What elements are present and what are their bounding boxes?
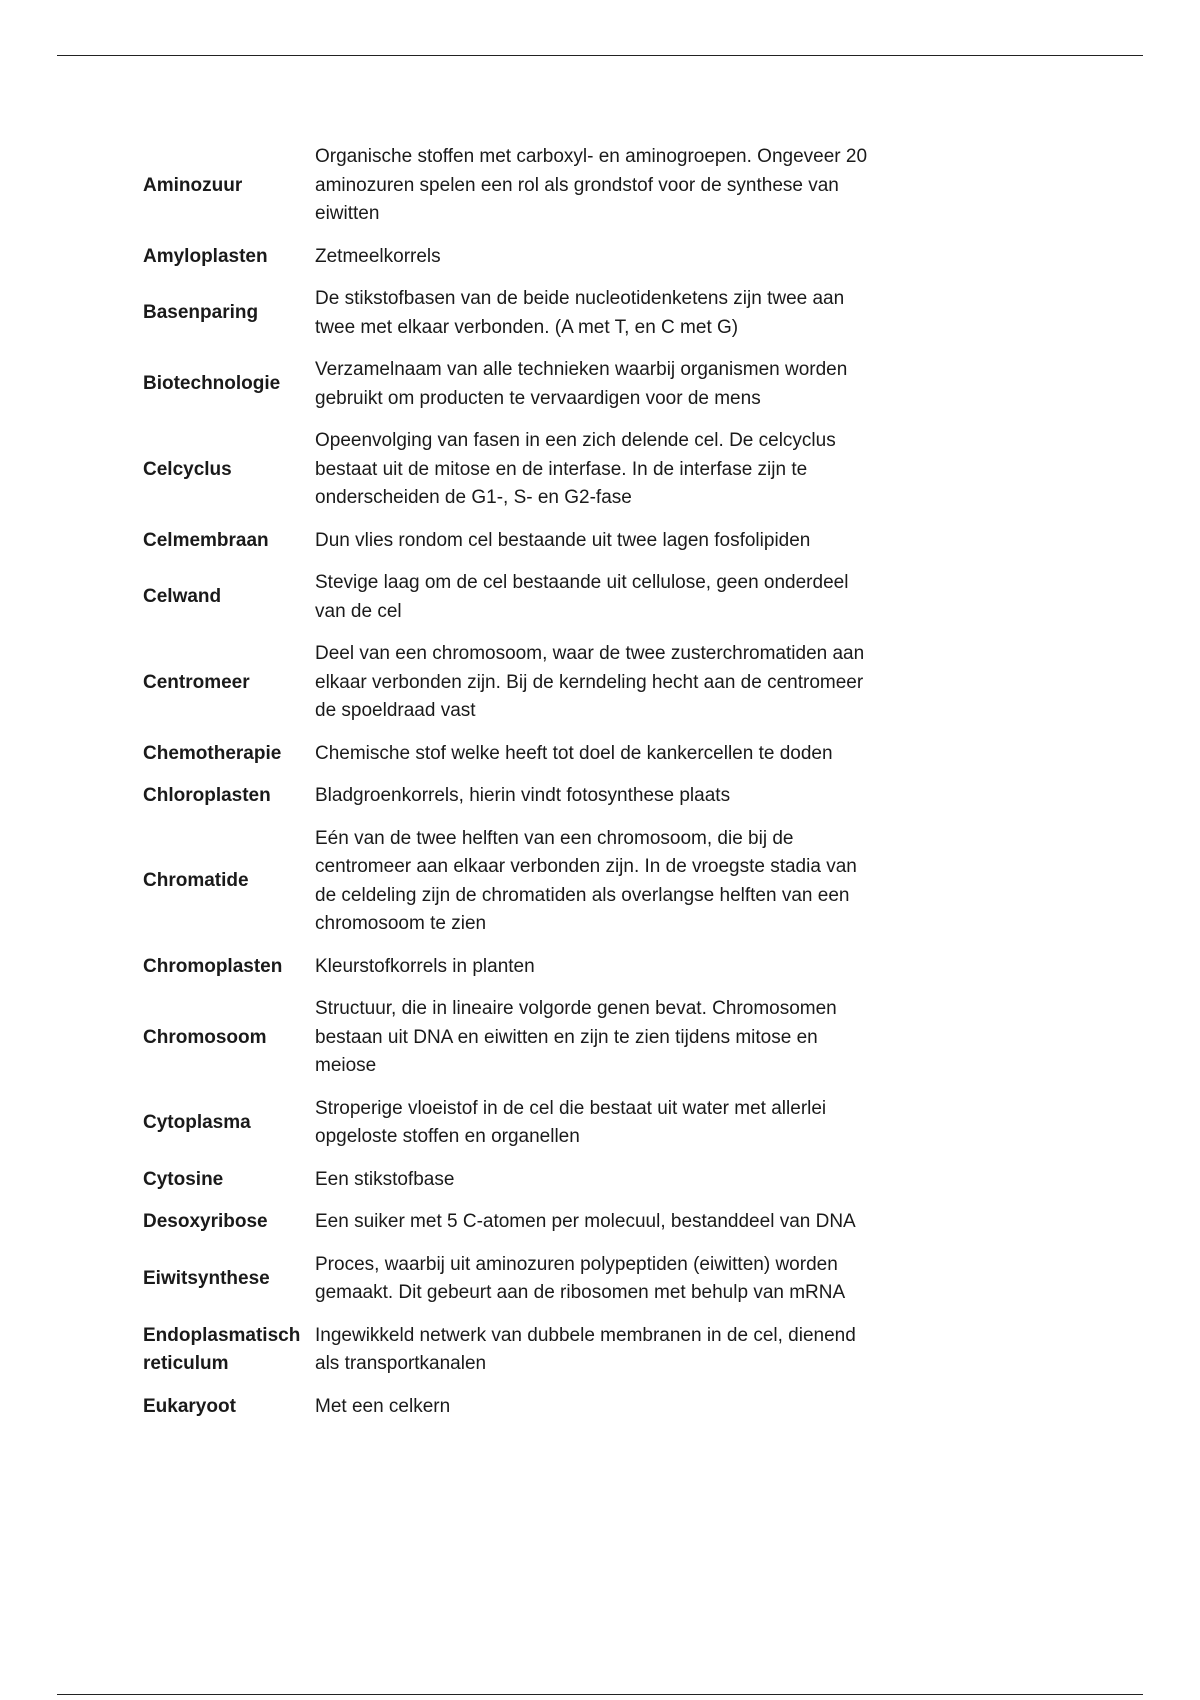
glossary-row [143, 427, 883, 513]
glossary-definition: Zetmeelkorrels [315, 245, 441, 267]
glossary-definition: Ingewikkeld netwerk van dubbele membranen in de cel, dienend als transportkanalen [315, 1324, 856, 1374]
glossary-definition: Structuur, die in lineaire volgorde genen bevat. Chromosomen bestaan uit DNA en eiwitten en zijn te zien tijdens mitose en meiose [315, 998, 837, 1076]
glossary-definition: Deel van een chromosoom, waar de twee zusterchromatiden aan elkaar verbonden zijn. Bij de kerndeling hecht aan de centromeer de spoeldraad vast [315, 643, 865, 721]
glossary-term: Chloroplasten [143, 785, 271, 806]
glossary-term: Eukaryoot [143, 1395, 236, 1417]
glossary-term: Celwand [143, 586, 222, 608]
glossary-definition: Kleurstofkorrels in planten [315, 955, 535, 977]
glossary-row [143, 740, 883, 769]
glossary-row [143, 285, 883, 342]
glossary-definition: Met een celkern [315, 1395, 451, 1417]
glossary-table [143, 143, 883, 1435]
glossary-row [143, 1251, 883, 1308]
glossary-row [143, 825, 883, 939]
header-rule [57, 55, 1143, 56]
footer-rule [57, 1694, 1143, 1695]
glossary-definition: Een suiker met 5 C-atomen per molecuul, bestanddeel van DNA [315, 1211, 856, 1232]
glossary-row [143, 1393, 883, 1422]
glossary-term: Basenparing [143, 302, 259, 324]
glossary-definition: Verzamelnaam van alle technieken waarbij organismen worden gebruikt om producten te vervaardigen voor de mens [315, 359, 848, 409]
glossary-definition: De stikstofbasen van de beide nucleotidenketens zijn twee aan twee met elkaar verbonden. (A met T, en C met G) [315, 288, 845, 338]
glossary-row [143, 527, 883, 556]
glossary-term: Endoplasmatisch reticulum [143, 1324, 301, 1374]
glossary-definition: Eén van de twee helften van een chromosoom, die bij de centromeer aan elkaar verbonden zijn. In de vroegste stadia van de celdeling zijn de chromatiden als overlangse helften van een chromosoom te zien [315, 827, 857, 934]
glossary-row [143, 953, 883, 982]
glossary-definition: Bladgroenkorrels, hierin vindt fotosynthese plaats [315, 785, 731, 806]
glossary-term: Biotechnologie [143, 373, 281, 395]
glossary-term: Cytosine [143, 1168, 224, 1190]
glossary-definition: Stevige laag om de cel bestaande uit cellulose, geen onderdeel van de cel [315, 572, 849, 622]
glossary-row [143, 995, 883, 1081]
glossary-term: Cytoplasma [143, 1111, 251, 1133]
glossary-term: Celmembraan [143, 529, 269, 551]
glossary-definition: Stroperige vloeistof in de cel die bestaat uit water met allerlei opgeloste stoffen en organellen [315, 1097, 827, 1147]
glossary-row [143, 1095, 883, 1152]
glossary-term: Centromeer [143, 671, 250, 693]
glossary-term: Chromoplasten [143, 955, 283, 977]
glossary-term: Desoxyribose [143, 1211, 268, 1232]
glossary-term: Chemotherapie [143, 742, 282, 764]
glossary-row [143, 143, 883, 229]
glossary-definition: Opeenvolging van fasen in een zich delende cel. De celcyclus bestaat uit de mitose en de interfase. In de interfase zijn te onderscheiden de G1-, S- en G2-fase [315, 430, 836, 508]
glossary-definition: Een stikstofbase [315, 1168, 455, 1190]
glossary-row [143, 782, 883, 811]
glossary-term: Eiwitsynthese [143, 1267, 270, 1289]
glossary-term: Aminozuur [143, 174, 243, 196]
glossary-row [143, 640, 883, 726]
glossary-definition: Chemische stof welke heeft tot doel de kankercellen te doden [315, 742, 833, 764]
glossary-term: Chromatide [143, 870, 249, 892]
glossary-row [143, 243, 883, 272]
glossary-row [143, 1166, 883, 1195]
glossary-term: Amyloplasten [143, 245, 268, 267]
glossary-term: Chromosoom [143, 1026, 267, 1048]
glossary-definition: Dun vlies rondom cel bestaande uit twee lagen fosfolipiden [315, 529, 811, 551]
glossary-row [143, 569, 883, 626]
glossary-definition: Proces, waarbij uit aminozuren polypeptiden (eiwitten) worden gemaakt. Dit gebeurt aan de ribosomen met behulp van mRNA [315, 1253, 846, 1303]
glossary-definition: Organische stoffen met carboxyl- en aminogroepen. Ongeveer 20 aminozuren spelen een rol als grondstof voor de synthese van eiwitten [315, 146, 868, 224]
glossary-row [143, 1208, 883, 1237]
glossary-term: Celcyclus [143, 458, 232, 480]
glossary-row [143, 356, 883, 413]
glossary-row [143, 1322, 883, 1379]
